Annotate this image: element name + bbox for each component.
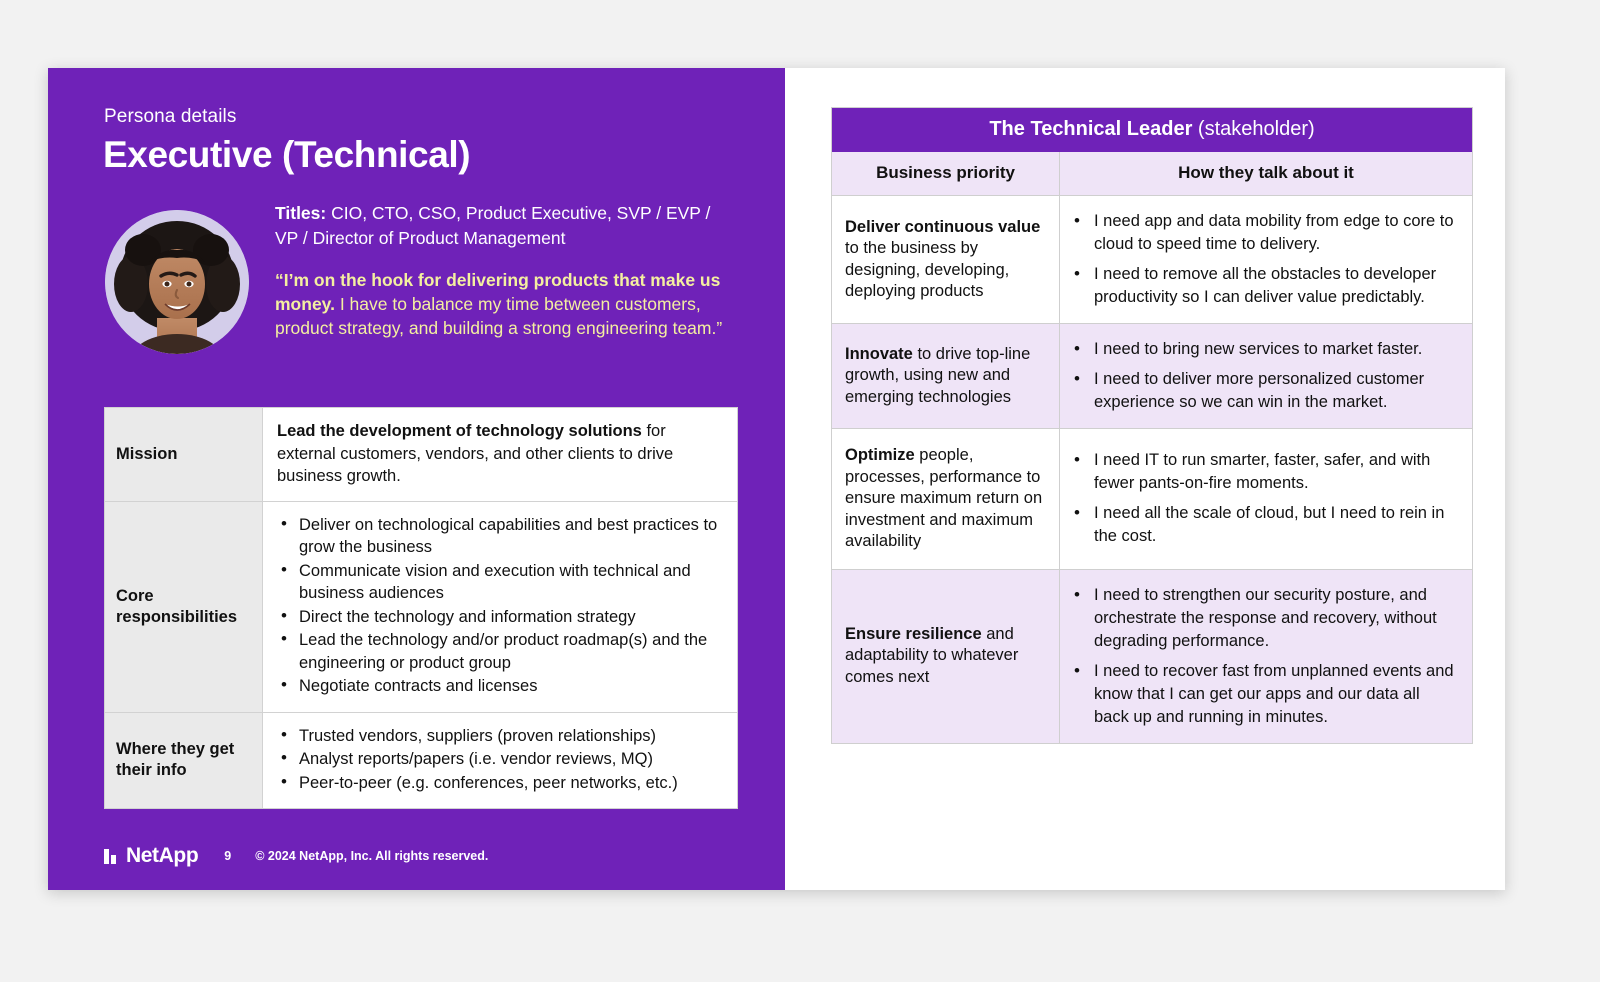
- list-item: • I need to recover fast from unplanned events and know that I can get our apps and our data all back up and running in minutes.: [1068, 660, 1458, 729]
- priority-rest: to drive top-line growth, using new and emerging technologies: [845, 344, 1031, 406]
- portrait-photo-icon: [105, 210, 249, 354]
- list-item: • I need to remove all the obstacles to developer productivity so I can deliver value predictably.: [1068, 263, 1458, 309]
- info-sources-list: [277, 725, 725, 795]
- list-item: • Negotiate contracts and licenses: [277, 675, 725, 698]
- list-item: • I need IT to run smarter, faster, safer, and with fewer pants-on-fire moments.: [1068, 449, 1458, 495]
- list-item: • I need to bring new services to market faster.: [1068, 338, 1458, 361]
- priority-rest: and adaptability to whatever comes next: [845, 624, 1019, 686]
- page-number: 9: [224, 849, 232, 863]
- row-body: [263, 408, 737, 501]
- list-item: • Lead the technology and/or product roadmap(s) and the engineering or product group: [277, 629, 725, 674]
- list-item: • Deliver on technological capabilities and best practices to grow the business: [277, 514, 725, 559]
- list-item: • Trusted vendors, suppliers (proven relationships): [277, 725, 725, 748]
- priority-cell: [832, 324, 1060, 428]
- talk-cell: [1060, 196, 1472, 323]
- table-row: [105, 408, 737, 502]
- slide-footer: [104, 844, 488, 868]
- business-priority-table: [831, 107, 1473, 744]
- column-header-talk: How they talk about it: [1178, 163, 1354, 182]
- titles-label: Titles:: [275, 203, 327, 223]
- mission-lead: Lead the development of technology solutions: [277, 422, 642, 440]
- row-body: [263, 713, 737, 809]
- talk-cell: [1060, 570, 1472, 743]
- talk-list: [1068, 210, 1458, 309]
- table-title-bold: The Technical Leader: [989, 118, 1193, 140]
- priority-rest: people, processes, performance to ensure maximum return on investment and maximum availability: [845, 446, 1043, 550]
- netapp-logo: [104, 844, 198, 868]
- talk-cell: [1060, 324, 1472, 428]
- column-header-priority: Business priority: [832, 152, 1060, 195]
- quote-highlight: “I’m on the hook for delivering products that make us money.: [275, 270, 721, 314]
- page-title: Executive (Technical): [103, 134, 471, 175]
- talk-cell: [1060, 429, 1472, 569]
- copyright-notice: © 2024 NetApp, Inc. All rights reserved.: [255, 849, 489, 863]
- table-row: [105, 713, 737, 809]
- table-title: [832, 108, 1472, 152]
- list-item: • I need to strengthen our security posture, and orchestrate the response and recovery, without degrading performance.: [1068, 584, 1458, 653]
- list-item: • Communicate vision and execution with technical and business audiences: [277, 560, 725, 605]
- netapp-mark-icon: [104, 849, 119, 864]
- row-body: [263, 502, 737, 712]
- table-column-headers: [832, 152, 1472, 196]
- persona-panel: [48, 68, 785, 890]
- priority-cell: [832, 429, 1060, 569]
- priority-cell: [832, 196, 1060, 323]
- list-item: • Peer-to-peer (e.g. conferences, peer networks, etc.): [277, 772, 725, 795]
- priority-rest: to the business by designing, developing, deploying products: [845, 239, 1010, 300]
- slide-card: [48, 68, 1505, 890]
- talk-list: [1068, 584, 1458, 729]
- row-label: Core responsibilities: [105, 502, 263, 712]
- table-title-light: (stakeholder): [1192, 118, 1315, 140]
- priority-bold: Ensure resilience: [845, 624, 982, 643]
- priority-cell: [832, 570, 1060, 743]
- persona-detail-table: [104, 407, 738, 809]
- titles-value: CIO, CTO, CSO, Product Executive, SVP / EVP / VP / Director of Product Management: [275, 203, 711, 248]
- list-item: • Direct the technology and information strategy: [277, 606, 725, 629]
- list-item: • I need app and data mobility from edge to core to cloud to speed time to delivery.: [1068, 210, 1458, 256]
- quote-body: I have to balance my time between customers, product strategy, and building a strong engineering team.”: [275, 294, 723, 338]
- list-item: • Analyst reports/papers (i.e. vendor reviews, MQ): [277, 748, 725, 771]
- eyebrow-label: Persona details: [104, 106, 237, 127]
- netapp-wordmark: NetApp: [126, 844, 199, 867]
- table-row: [832, 429, 1472, 570]
- talk-list: [1068, 338, 1458, 414]
- responsibilities-list: [277, 514, 725, 698]
- mission-text: for external customers, vendors, and other clients to drive business growth.: [277, 422, 674, 485]
- row-label: Mission: [105, 408, 263, 501]
- persona-titles: [275, 201, 727, 251]
- priority-bold: Deliver continuous value: [845, 217, 1041, 236]
- list-item: • I need to deliver more personalized customer experience so we can win in the market.: [1068, 368, 1458, 414]
- avatar: [105, 210, 249, 354]
- talk-list: [1068, 449, 1458, 548]
- priority-bold: Innovate: [845, 344, 913, 363]
- table-row: [832, 324, 1472, 429]
- priority-bold: Optimize: [845, 446, 915, 464]
- row-label: Where they get their info: [105, 713, 263, 809]
- persona-quote: [275, 268, 735, 340]
- list-item: • I need all the scale of cloud, but I need to rein in the cost.: [1068, 502, 1458, 548]
- table-row: [832, 196, 1472, 324]
- table-row: [105, 502, 737, 713]
- table-row: [832, 570, 1472, 743]
